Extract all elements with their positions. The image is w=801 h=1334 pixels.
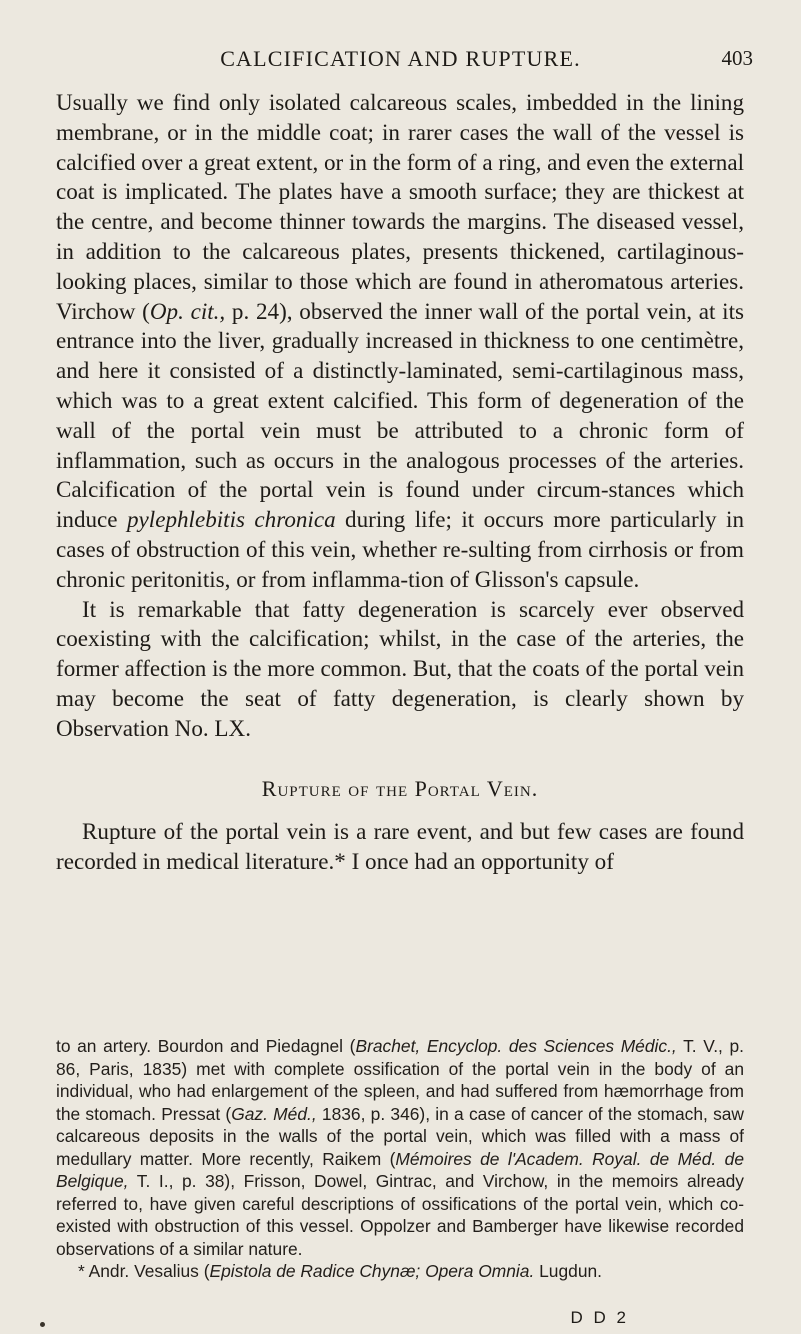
paragraph-rupture: Rupture of the portal vein is a rare event, and but few cases are found recorded in medical literature.* I once had an opportunity of <box>56 818 744 875</box>
citation-italic: Brachet, Encyclop. des Sciences Médic., <box>355 1036 677 1056</box>
text-run: Usually we find only isolated calcareous scales, imbedded in the lining membrane, or in the middle coat; in rarer cases the wall of the vessel is calcified over a great extent, or in the form of a ring, and even the external coat is implicated. The plates have a smooth surface; they are thickest at the centre, and become thinner towards the margins. The diseased vessel, in addition to the calcareous plates, presents thickened, cartilaginous-looking places, similar to those which are found in atheromatous arteries. Virchow ( <box>56 89 745 324</box>
text-run: Lugdun. <box>534 1261 602 1281</box>
text-run: to an artery. Bourdon and Piedagnel ( <box>56 1036 356 1056</box>
running-head <box>0 46 801 78</box>
citation-italic: Op. cit., <box>149 297 226 324</box>
text-run: 1836, p. 346), in a case of cancer of the stomach, saw calcareous deposits in the walls of the portal vein, which was filled with a mass of medullary matter. More recently, Raikem ( <box>56 1103 744 1169</box>
citation-italic: Gaz. Méd., <box>231 1103 317 1124</box>
text-run: Andr. Vesalius ( <box>84 1261 210 1281</box>
text-run: p. 24), observed the inner wall of the portal vein, at its entrance into the liver, gradually increased in thickness to one centimètre, and here it consisted of a distinctly-laminated, semi-cartilaginous mass, which was to a great extent calcified. This form of degeneration of the wall of the portal vein must be attributed to a chronic form of inflammation, such as occurs in the analogous processes of the arteries. Calcification of the portal vein is found under circum-stances which induce <box>56 297 744 533</box>
footnote-marker: * <box>78 1261 85 1281</box>
footnotes <box>56 1035 744 1283</box>
citation-italic: Epistola de Radice Chynæ; Opera Omnia. <box>209 1261 535 1281</box>
paragraph-fatty-degeneration: It is remarkable that fatty degeneration is scarcely ever observed coexisting with the calcification; whilst, in the case of the arteries, the former affection is the more common. But, that the coats of the portal vein may become the seat of fatty degeneration, is clearly shown by Observation No. LX. <box>56 595 744 741</box>
section-heading: Rupture of the Portal Vein. <box>261 775 539 801</box>
footnote-continued <box>56 1035 744 1260</box>
page-number: 403 <box>721 46 753 70</box>
term-italic: pylephlebitis chronica <box>126 506 336 533</box>
text-run: during life; it occurs more particularly in cases of obstruction of this vein, whether re-sulting from cirrhosis or from chronic peritonitis, or from inflamma-tion of Glisson's capsule. <box>56 506 744 592</box>
footnote-star <box>56 1260 744 1283</box>
body-text <box>56 88 744 877</box>
text-run: T. V., p. 86, Paris, 1835) met with complete ossification of the portal vein in the body of an individual, who had enlargement of the spleen, and had suffered from hæmorrhage from the stomach. Pressat ( <box>56 1036 744 1124</box>
running-title: CALCIFICATION AND RUPTURE. <box>220 46 581 71</box>
paragraph-calcification <box>56 88 744 595</box>
citation-italic: Mémoires de l'Academ. Royal. de Méd. de Belgique, <box>56 1148 744 1191</box>
ink-speck <box>40 1322 45 1327</box>
signature-mark: D D 2 <box>570 1308 629 1327</box>
text-run: T. I., p. 38), Frisson, Dowel, Gintrac, and Virchow, in the memoirs already referred to, have given careful descriptions of ossifications of the portal vein, which co-existed with obstruction of this vessel. Oppolzer and Bamberger have likewise recorded observations of a similar nature. <box>56 1171 744 1259</box>
